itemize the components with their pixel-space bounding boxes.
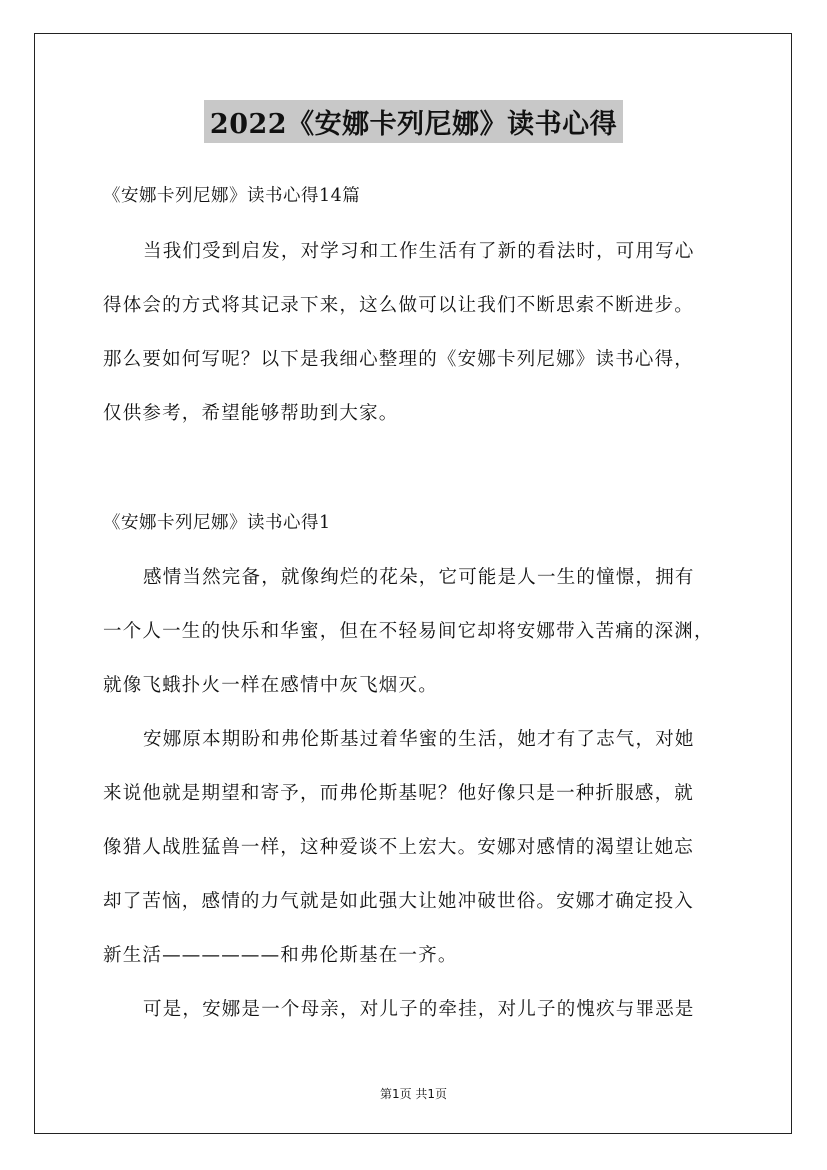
intro-line: 那么要如何写呢？以下是我细心整理的《安娜卡列尼娜》读书心得， [103, 349, 695, 370]
body-line: 可是，安娜是一个母亲，对儿子的牵挂，对儿子的愧疚与罪恶是 [143, 999, 695, 1020]
subtitle: 《安娜卡列尼娜》读书心得14篇 [103, 186, 361, 206]
body-line: 却了苦恼，感情的力气就是如此强大让她冲破世俗。安娜才确定投入 [103, 891, 695, 912]
intro-line: 仅供参考，希望能够帮助到大家。 [103, 403, 399, 424]
body-line: 来说他就是期望和寄予，而弗伦斯基呢？他好像只是一种折服感，就 [103, 783, 695, 804]
document-title: 2022《安娜卡列尼娜》读书心得 [204, 100, 623, 143]
body-line: 就像飞蛾扑火一样在感情中灰飞烟灭。 [103, 675, 438, 696]
body-line: 感情当然完备，就像绚烂的花朵，它可能是人一生的憧憬，拥有 [143, 567, 695, 588]
body-line: 像猎人战胜猛兽一样，这种爱谈不上宏大。安娜对感情的渴望让她忘 [103, 837, 695, 858]
body-line: 一个人一生的快乐和华蜜，但在不轻易间它却将安娜带入苦痛的深渊， [103, 621, 714, 642]
title-container [0, 100, 827, 143]
body-line: 新生活——————和弗伦斯基在一齐。 [103, 945, 458, 966]
body-line: 安娜原本期盼和弗伦斯基过着华蜜的生活，她才有了志气，对她 [143, 729, 695, 750]
section-heading: 《安娜卡列尼娜》读书心得1 [103, 513, 331, 533]
intro-line: 当我们受到启发，对学习和工作生活有了新的看法时，可用写心 [143, 241, 695, 262]
intro-line: 得体会的方式将其记录下来，这么做可以让我们不断思索不断进步。 [103, 295, 695, 316]
page-number: 第1页 共1页 [379, 1087, 448, 1101]
